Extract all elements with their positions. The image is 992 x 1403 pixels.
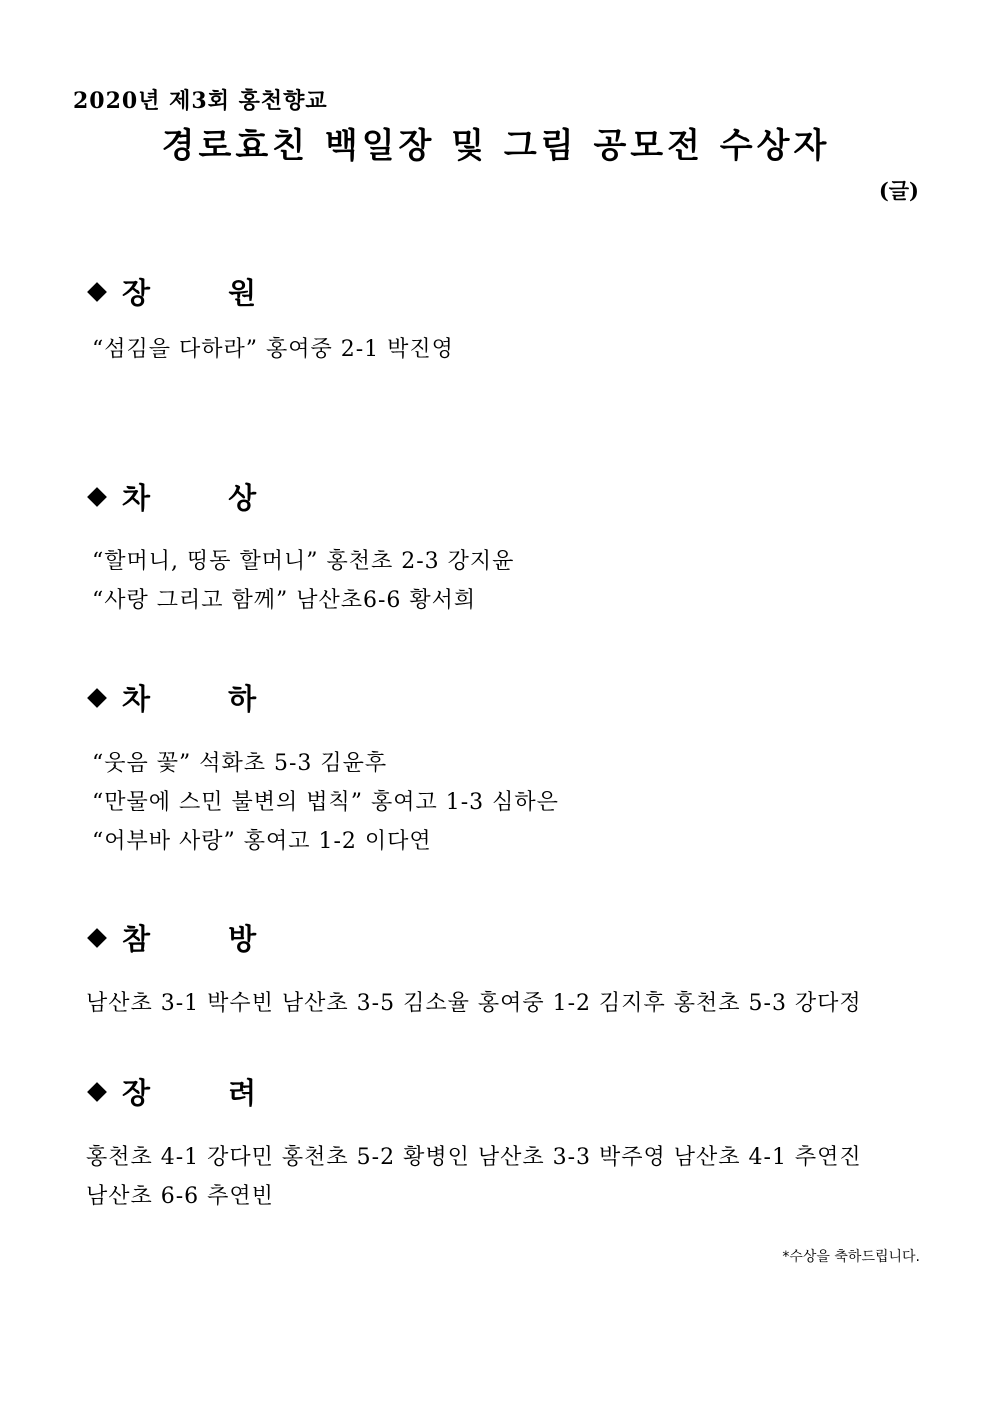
section-heading-label: 차 하 [122, 682, 291, 716]
section-heading-label: 장 려 [122, 1076, 291, 1110]
black-diamond-icon [87, 928, 107, 948]
black-diamond-icon [87, 1082, 107, 1102]
black-diamond-icon [87, 487, 107, 507]
black-diamond-icon [87, 282, 107, 302]
section-heading-label: 참 방 [122, 922, 291, 956]
section-heading-label: 차 상 [122, 481, 291, 515]
award-entry: “사랑 그리고 함께” 남산초6-6 황서희 [92, 588, 477, 613]
black-diamond-icon [87, 688, 107, 708]
section-heading-encouragement [86, 1071, 290, 1112]
category-label: (글) [878, 178, 919, 203]
award-entry: 남산초 6-6 추연빈 [86, 1184, 274, 1209]
section-heading-honorable-mention [86, 917, 290, 958]
section-heading-third-prize [86, 677, 290, 718]
award-entry: “만물에 스민 불변의 법칙” 홍여고 1-3 심하은 [92, 790, 559, 815]
document-subtitle: 2020년 제3회 홍천향교 [73, 88, 328, 114]
section-heading-label: 장 원 [122, 276, 291, 310]
award-entry: “섬김을 다하라” 홍여중 2-1 박진영 [92, 337, 454, 362]
award-entry: 남산초 3-1 박수빈 남산초 3-5 김소율 홍여중 1-2 김지후 홍천초 5-3 강다정 [86, 991, 862, 1016]
congratulations-note: *수상을 축하드립니다. [782, 1249, 920, 1265]
document-title: 경로효친 백일장 및 그림 공모전 수상자 [161, 126, 831, 166]
award-entry: “어부바 사랑” 홍여고 1-2 이다연 [92, 829, 432, 854]
award-entry: 홍천초 4-1 강다민 홍천초 5-2 황병인 남산초 3-3 박주영 남산초 4-1 추연진 [86, 1145, 862, 1170]
section-heading-grand-prize [86, 271, 290, 312]
award-entry: “웃음 꽃” 석화초 5-3 김윤후 [92, 751, 388, 776]
award-entry: “할머니, 띵동 할머니” 홍천초 2-3 강지윤 [92, 549, 515, 574]
section-heading-second-prize [86, 476, 290, 517]
